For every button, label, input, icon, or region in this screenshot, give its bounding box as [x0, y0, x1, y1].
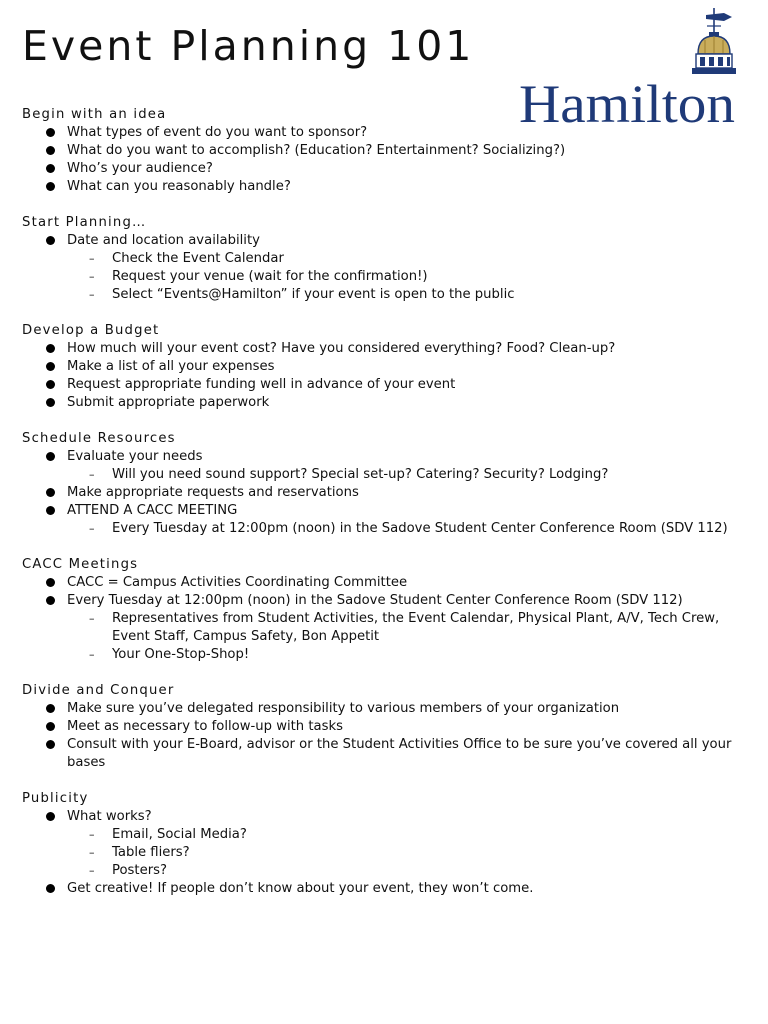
bullet-list: [22, 808, 752, 898]
section: [22, 556, 752, 664]
bullet-item: [22, 124, 752, 142]
bullet-item: [22, 160, 752, 178]
page-title: Event Planning 101: [22, 22, 475, 70]
bullet-text: Make sure you’ve delegated responsibility to various members of your organization: [67, 701, 620, 716]
section-heading: Start Planning…: [22, 215, 147, 230]
bullet-list: [22, 448, 752, 538]
bullet-text: Consult with your E-Board, advisor or the Student Activities Office to be sure you’ve covered all your bases: [67, 737, 732, 770]
bullet-text: Every Tuesday at 12:00pm (noon) in the Sadove Student Center Conference Room (SDV 112): [67, 593, 683, 608]
bullet-text: Meet as necessary to follow-up with tasks: [67, 719, 343, 734]
bullet-item: [22, 880, 752, 898]
bullet-item: [22, 394, 752, 412]
section: [22, 214, 752, 304]
bullet-item: [22, 178, 752, 196]
sub-item: [67, 646, 752, 664]
bullet-list: [22, 124, 752, 196]
sub-item: [67, 862, 752, 880]
bullet-item: [22, 502, 752, 538]
section: [22, 682, 752, 772]
section: [22, 106, 752, 196]
section: [22, 430, 752, 538]
sub-item: [67, 250, 752, 268]
bullet-item: [22, 592, 752, 664]
sub-item-text: Email, Social Media?: [112, 827, 247, 842]
bullet-item: [22, 484, 752, 502]
bullet-item: [22, 448, 752, 484]
sub-item-text: Every Tuesday at 12:00pm (noon) in the Sadove Student Center Conference Room (SDV 112): [112, 521, 728, 536]
bullet-text: Make appropriate requests and reservations: [67, 485, 359, 500]
bullet-text: Submit appropriate paperwork: [67, 395, 270, 410]
sub-list: [67, 250, 752, 304]
document-body: [22, 106, 752, 916]
sub-list: [67, 520, 752, 538]
sub-item: [67, 826, 752, 844]
section-heading: Publicity: [22, 791, 89, 806]
sub-item-text: Your One-Stop-Shop!: [112, 647, 250, 662]
sub-item-text: Representatives from Student Activities, the Event Calendar, Physical Plant, A/V, Tech Crew, Event Staff, Campus Safety, Bon Appetit: [112, 611, 720, 644]
bullet-item: [22, 574, 752, 592]
bullet-list: [22, 232, 752, 304]
bullet-item: [22, 232, 752, 304]
sub-item: [67, 844, 752, 862]
sub-list: [67, 826, 752, 880]
sub-item: [67, 286, 752, 304]
bullet-text: Request appropriate funding well in advance of your event: [67, 377, 456, 392]
sub-list: [67, 466, 752, 484]
logo-wordmark: Hamilton: [519, 74, 735, 126]
bullet-list: [22, 340, 752, 412]
sub-item-text: Posters?: [112, 863, 167, 878]
sub-item: [67, 520, 752, 538]
sub-list: [67, 610, 752, 664]
section: [22, 322, 752, 412]
sub-item-text: Request your venue (wait for the confirmation!): [112, 269, 428, 284]
bullet-text: How much will your event cost? Have you considered everything? Food? Clean-up?: [67, 341, 616, 356]
bullet-text: Date and location availability: [67, 233, 260, 248]
section: [22, 790, 752, 898]
bullet-item: [22, 736, 752, 772]
bullet-list: [22, 700, 752, 772]
bullet-text: ATTEND A CACC MEETING: [67, 503, 238, 518]
bullet-item: [22, 718, 752, 736]
bullet-text: Who’s your audience?: [67, 161, 213, 176]
section-heading: Develop a Budget: [22, 323, 160, 338]
sub-item-text: Table fliers?: [112, 845, 190, 860]
sub-item: [67, 466, 752, 484]
bullet-item: [22, 376, 752, 394]
section-heading: Schedule Resources: [22, 431, 176, 446]
bullet-text: CACC = Campus Activities Coordinating Committee: [67, 575, 408, 590]
bullet-text: What can you reasonably handle?: [67, 179, 291, 194]
bullet-item: [22, 808, 752, 880]
bullet-text: Evaluate your needs: [67, 449, 203, 464]
bullet-text: Make a list of all your expenses: [67, 359, 275, 374]
bullet-text: What works?: [67, 809, 152, 824]
section-heading: Begin with an idea: [22, 107, 167, 122]
section-heading: Divide and Conquer: [22, 683, 175, 698]
bullet-list: [22, 574, 752, 664]
section-heading: CACC Meetings: [22, 557, 139, 572]
sub-item-text: Select “Events@Hamilton” if your event is open to the public: [112, 287, 515, 302]
bullet-item: [22, 340, 752, 358]
sub-item-text: Check the Event Calendar: [112, 251, 284, 266]
bullet-text: What types of event do you want to sponsor?: [67, 125, 368, 140]
bullet-text: Get creative! If people don’t know about your event, they won’t come.: [67, 881, 534, 896]
sub-item: [67, 268, 752, 286]
bullet-text: What do you want to accomplish? (Education? Entertainment? Socializing?): [67, 143, 566, 158]
bullet-item: [22, 700, 752, 718]
sub-item-text: Will you need sound support? Special set-up? Catering? Security? Lodging?: [112, 467, 609, 482]
sub-item: [67, 610, 752, 646]
cupola-icon: [692, 8, 736, 74]
bullet-item: [22, 358, 752, 376]
bullet-item: [22, 142, 752, 160]
